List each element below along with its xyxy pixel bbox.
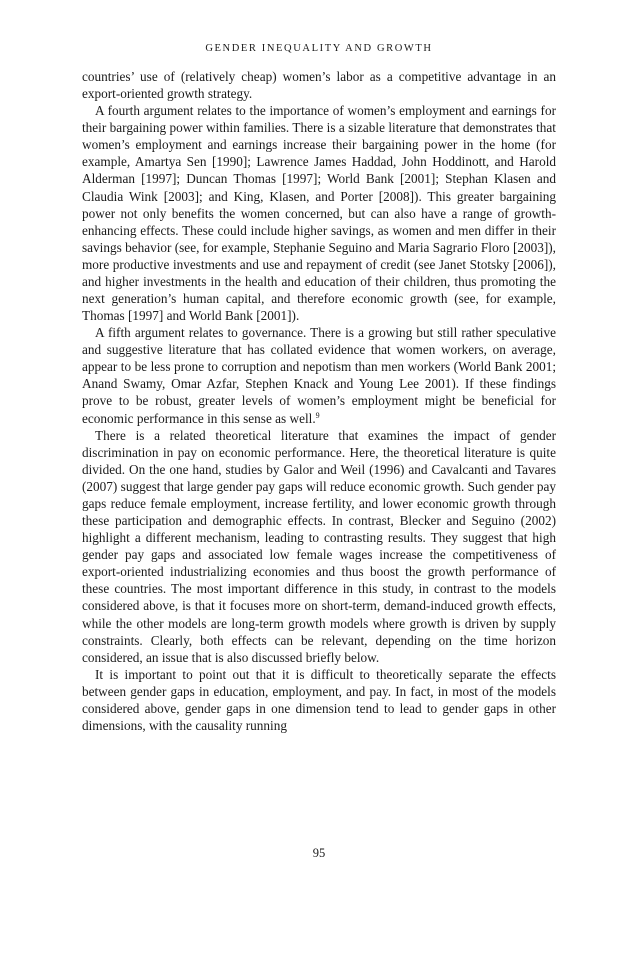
paragraph-5: It is important to point out that it is difficult to theoretically separate the effects between gender gaps in education, employment, and pay. In fact, in most of the models considered above, gender gaps in one dimension tend to lead to gender gaps in other dimensions, with the causality running [82,666,556,733]
paragraph-3 [82,324,556,426]
paragraph-2: A fourth argument relates to the importance of women’s employment and earnings for their bargaining power within families. There is a sizable literature that demonstrates that women’s employment and earnings increase their bargaining power in the home (for example, Amartya Sen [1990]; Lawrence James Haddad, John Hoddinott, and Harold Alderman [1997]; Duncan Thomas [1997]; World Bank [2001]; Stephan Klasen and Claudia Wink [2003]; and King, Klasen, and Porter [2008]). This greater bargaining power not only benefits the women concerned, but can also have a range of growth-enhancing effects. These could include higher savings, as women and men differ in their savings behavior (see, for example, Stephanie Seguino and Maria Sagrario Floro [2003]), more productive investments and use and repayment of credit (see Janet Stotsky [2006]), and higher investments in the health and education of their children, thus promoting the next generation’s human capital, and therefore economic growth (see, for example, Thomas [1997] and World Bank [2001]). [82,103,556,324]
paragraph-4: There is a related theoretical literature that examines the impact of gender discrimination in pay on economic performance. Here, the theoretical literature is quite divided. On the one hand, studies by Galor and Weil (1996) and Cavalcanti and Tavares (2007) suggest that large gender pay gaps will reduce economic growth. Such gender pay gaps reduce female employment, increase fertility, and lower economic growth through these participation and demographic effects. In contrast, Blecker and Seguino (2002) highlight a different mechanism, leading to contrasting results. They suggest that high gender pay gaps and associated low female wages increase the competitiveness of export-oriented industrializing economies and thus boost the growth performance of these countries. The most important difference in this study, in contrast to the models considered above, is that it focuses more on short-term, demand-induced growth effects, while the other models are long-term growth models where growth is driven by supply constraints. Clearly, both effects can be relevant, depending on the time horizon considered, an issue that is also discussed briefly below. [82,427,556,665]
paragraph-1: countries’ use of (relatively cheap) women’s labor as a competitive advantage in an export-oriented growth strategy. [82,69,556,102]
body-text [82,68,556,734]
page-number: 95 [312,846,326,860]
footnote-marker: 9 [315,410,320,420]
paragraph-3-text: A fifth argument relates to governance. There is a growing but still rather speculative and suggestive literature that has collated evidence that women workers, on average, appear to be less prone to corruption and nepotism than men workers (World Bank 2001; Anand Swamy, Omar Azfar, Stephen Knack and Young Lee 2001). If these findings prove to be robust, greater levels of women’s employment might be beneficial for economic performance in this sense as well. [82,325,556,426]
running-head: GENDER INEQUALITY AND GROWTH [205,43,433,54]
